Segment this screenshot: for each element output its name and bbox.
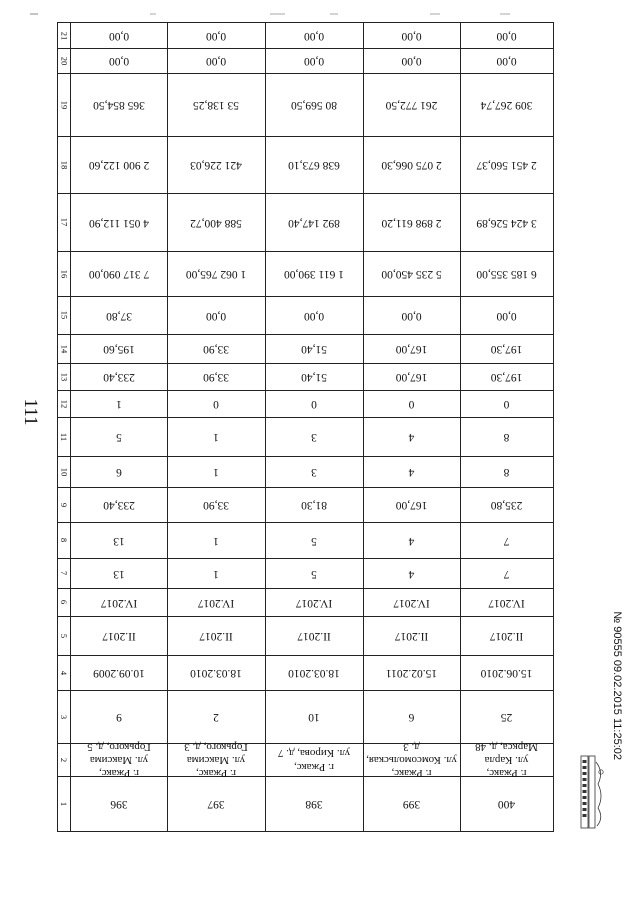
- table-cell: 1: [213, 534, 219, 547]
- table-cell: IV.2017: [100, 596, 138, 609]
- page-number: 111: [20, 398, 41, 426]
- column-number-label: 2: [59, 757, 70, 762]
- column-number: [58, 743, 71, 776]
- table-cell: II.2017: [102, 630, 136, 643]
- table-cell: 197,30: [490, 371, 523, 384]
- table-cell: 0,00: [303, 55, 325, 68]
- table-cell: 0,00: [401, 309, 422, 322]
- table-cell: 4: [408, 431, 415, 444]
- column-number: [58, 251, 71, 296]
- table-cell: 1: [213, 567, 219, 580]
- table-cell: 0,00: [303, 30, 325, 43]
- table-cell: г. Ржакс, ул. Максима Горького, д. 3: [184, 740, 248, 780]
- table-cell: 37,80: [106, 309, 132, 322]
- column-number: [58, 193, 71, 251]
- table-cell: 3 424 526,89: [476, 216, 537, 229]
- column-number-label: 20: [59, 56, 70, 65]
- table-cell: 51,40: [301, 371, 327, 384]
- column-number: [58, 776, 71, 831]
- column-number-label: 14: [59, 344, 70, 353]
- table-cell: 6: [116, 466, 122, 479]
- table-cell: 588 400,72: [190, 216, 242, 229]
- table-cell: 10: [308, 711, 320, 724]
- table-cell: 195,60: [103, 343, 135, 356]
- column-number-label: 12: [59, 399, 70, 408]
- table-cell: 0,00: [496, 55, 517, 68]
- table-cell: 2 898 611,20: [381, 216, 442, 229]
- table-cell: 197,30: [490, 343, 523, 356]
- column-number-label: 18: [59, 160, 70, 169]
- table-cell: 0,00: [496, 309, 517, 322]
- column-number-label: 17: [59, 217, 70, 227]
- table-cell: 2 900 122,60: [88, 159, 150, 172]
- table-cell: II.2017: [394, 630, 429, 643]
- column-number-label: 8: [59, 537, 70, 543]
- table-cell: 1: [116, 398, 122, 411]
- registration-stamp-text: № 90555 09.02.2015 11:25:02: [611, 611, 623, 760]
- table-cell: 398: [305, 798, 323, 811]
- table-cell: 0,00: [205, 309, 227, 322]
- column-number: [58, 48, 71, 73]
- table-cell: IV.2017: [295, 596, 333, 609]
- column-number: [58, 363, 71, 390]
- table-cell: 8: [503, 431, 510, 444]
- table-cell: г. Ржакс, ул. Максима Горького, д. 5: [87, 740, 151, 780]
- table-cell: 399: [402, 798, 421, 811]
- column-number: [58, 23, 71, 48]
- table-cell: 4 051 112,90: [89, 216, 149, 229]
- column-number: [58, 558, 71, 588]
- table-cell: 892 147,40: [288, 216, 340, 229]
- table-cell: 7 317 090,00: [88, 268, 150, 281]
- table-cell: 638 673,10: [288, 159, 340, 172]
- column-number-label: 7: [59, 570, 70, 576]
- table-cell: 5: [116, 431, 122, 444]
- column-number: [58, 417, 71, 456]
- table-cell: 15.06.2010: [480, 667, 533, 680]
- table-cell: 5: [311, 534, 317, 547]
- column-number-label: 16: [59, 269, 70, 278]
- column-number-label: 13: [59, 372, 70, 381]
- table-cell: 261 772,50: [385, 99, 438, 112]
- table-cell: 10.09.2009: [93, 667, 145, 680]
- column-number: [58, 73, 71, 136]
- table-cell: 33,90: [203, 343, 229, 356]
- document-footer: [608, 560, 626, 760]
- table-cell: 396: [110, 798, 128, 811]
- table-cell: 400: [497, 798, 516, 811]
- table-cell: 18.03.2010: [190, 667, 242, 680]
- table-cell: 18.03.2010: [288, 667, 340, 680]
- table-cell: 0,00: [108, 55, 130, 68]
- table-cell: 1 062 765,00: [185, 268, 247, 281]
- table-cell: 7: [503, 534, 510, 547]
- data-table: [57, 22, 554, 832]
- table-cell: 9: [116, 711, 122, 724]
- column-number-label: 6: [59, 599, 70, 605]
- table-cell: IV.2017: [197, 596, 235, 609]
- table-cell: 6 185 355,00: [476, 268, 537, 281]
- table-cell: 4: [408, 534, 415, 547]
- column-number-label: 1: [59, 801, 70, 806]
- table-cell: 4: [408, 466, 415, 479]
- table-cell: 0: [408, 398, 415, 411]
- table-cell: 80 569,50: [291, 99, 337, 112]
- column-number-label: 5: [59, 633, 70, 638]
- table-cell: II.2017: [489, 630, 524, 643]
- table-cell: 8: [503, 466, 510, 479]
- column-number: [58, 616, 71, 655]
- table-cell: 33,90: [203, 371, 229, 384]
- table-cell: 233,40: [103, 371, 135, 384]
- column-number: [58, 690, 71, 743]
- table-cell: 2: [213, 711, 219, 724]
- table-cell: 0: [213, 398, 219, 411]
- table-cell: г. Ржакс, ул. Кирова, д. 7: [277, 747, 351, 773]
- table-cell: 7: [503, 567, 510, 580]
- column-number-label: 9: [59, 502, 70, 507]
- column-number-label: 10: [59, 467, 70, 476]
- table-cell: IV.2017: [393, 596, 430, 609]
- column-number: [58, 334, 71, 363]
- column-number: [58, 588, 71, 616]
- column-number-label: 11: [59, 432, 70, 441]
- table-cell: 1: [213, 466, 219, 479]
- table-cell: 397: [207, 798, 225, 811]
- table-cell: 6: [408, 711, 415, 724]
- table-cell: 25: [500, 711, 513, 724]
- table-cell: 421 226,03: [190, 159, 242, 172]
- table-cell: 1 611 390,00: [284, 268, 344, 281]
- table-cell: 233,40: [103, 499, 135, 512]
- table-cell: 309 267,74: [480, 99, 533, 112]
- column-number-label: 19: [59, 100, 70, 109]
- column-number: [58, 655, 71, 690]
- column-number-label: 3: [59, 714, 70, 719]
- table-cell: 1: [213, 431, 219, 444]
- table-cell: 51,40: [301, 343, 327, 356]
- column-number-label: 15: [59, 310, 70, 320]
- table-cell: 2 075 066,30: [381, 159, 442, 172]
- column-number: [58, 487, 71, 522]
- column-number-label: 21: [59, 31, 70, 40]
- table-cell: 167,00: [395, 343, 428, 356]
- table-cell: IV.2017: [488, 596, 525, 609]
- scan-edge-marks: [0, 12, 640, 16]
- table-cell: 0,00: [401, 30, 422, 43]
- column-number: [58, 522, 71, 558]
- table-cell: 4: [408, 567, 415, 580]
- table-cell: 2 451 560,37: [476, 159, 537, 172]
- table-cell: 0,00: [108, 30, 130, 43]
- table-cell: 167,00: [395, 499, 428, 512]
- column-number-label: 4: [59, 670, 70, 675]
- table-cell: 167,00: [395, 371, 428, 384]
- column-number: [58, 136, 71, 193]
- table-cell: 13: [113, 567, 125, 580]
- column-number: [58, 456, 71, 487]
- table-cell: 0,00: [496, 30, 517, 43]
- table-cell: 0: [503, 398, 510, 411]
- table-cell: 3: [311, 431, 317, 444]
- table-cell: 0: [311, 398, 317, 411]
- table-cell: II.2017: [199, 630, 233, 643]
- table-cell: 33,90: [203, 499, 229, 512]
- table-cell: 235,80: [490, 499, 523, 512]
- table-cell: 5: [311, 567, 317, 580]
- table-cell: г. Ржакс, ул. Комсомольская, д. 3: [366, 740, 457, 780]
- table-cell: 0,00: [205, 30, 227, 43]
- table-cell: г. Ржакс, ул. Карла Маркса, д. 48: [475, 740, 538, 780]
- table-cell: 3: [311, 466, 317, 479]
- table-cell: 365 854,50: [93, 99, 145, 112]
- table-cell: 5 235 450,00: [381, 268, 442, 281]
- table-cell: 0,00: [205, 55, 227, 68]
- table-cell: 0,00: [303, 309, 325, 322]
- table-cell: 53 138,25: [193, 99, 239, 112]
- table-cell: 15.02.2011: [385, 667, 438, 680]
- table-cell: 13: [113, 534, 125, 547]
- table-cell: 0,00: [401, 55, 422, 68]
- table-cell: II.2017: [297, 630, 331, 643]
- table-cell: 81,30: [301, 499, 327, 512]
- column-number: [58, 296, 71, 334]
- seal-stamp-icon: [578, 752, 608, 832]
- column-number: [58, 390, 71, 417]
